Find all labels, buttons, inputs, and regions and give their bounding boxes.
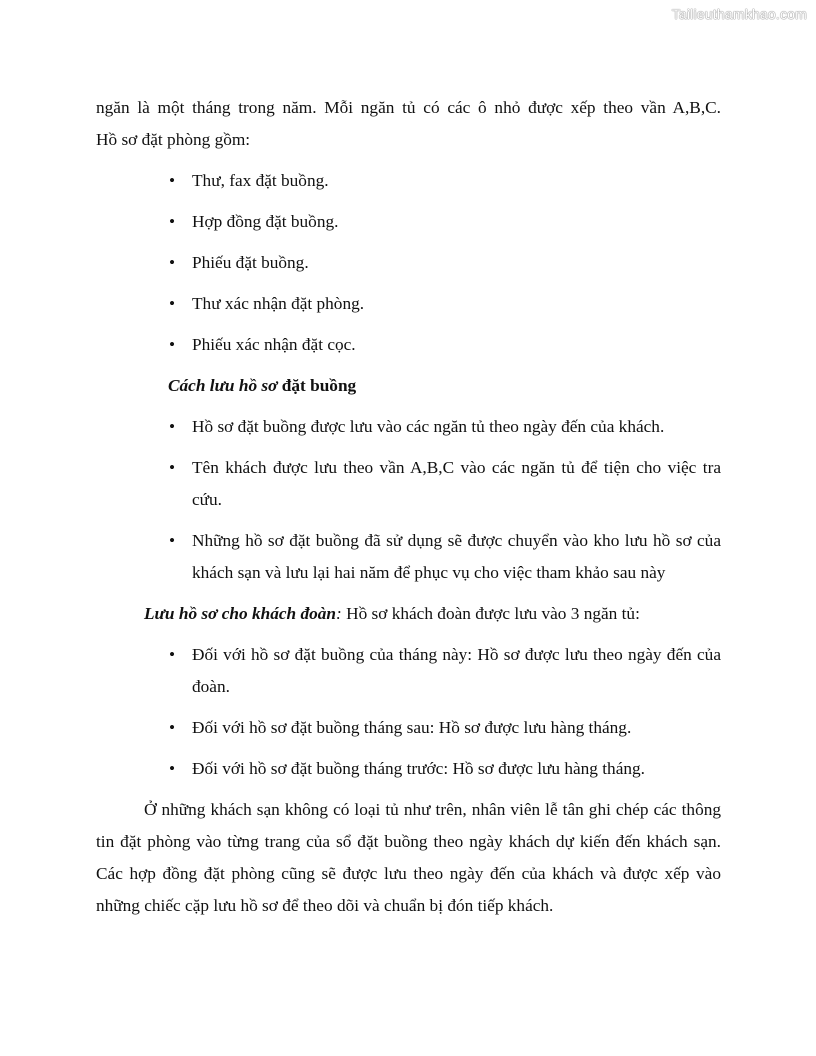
bullet-icon: • <box>169 171 176 190</box>
document-page <box>96 92 721 922</box>
list-item: • Thư, fax đặt buồng. <box>96 165 721 197</box>
watermark: Tailieuthamkhao.com <box>671 6 807 22</box>
bullet-icon: • <box>169 253 176 272</box>
group-rules-list <box>96 639 721 785</box>
list-item: • Thư xác nhận đặt phòng. <box>96 288 721 320</box>
bullet-icon: • <box>169 718 176 737</box>
storage-rules-list <box>96 411 721 589</box>
bullet-icon: • <box>169 294 176 313</box>
intro-line-1: ngăn là một tháng trong năm. Mỗi ngăn tủ có các ô nhỏ được xếp theo vần A,B,C. <box>96 98 721 117</box>
list-item: • Phiếu xác nhận đặt cọc. <box>96 329 721 361</box>
list-item: • Đối với hồ sơ đặt buồng tháng trước: Hồ sơ được lưu hàng tháng. <box>96 753 721 785</box>
list-item: • Đối với hồ sơ đặt buồng tháng sau: Hồ sơ được lưu hàng tháng. <box>96 712 721 744</box>
list-item: • Tên khách được lưu theo vần A,B,C vào các ngăn tủ để tiện cho việc tra cứu. <box>96 452 721 516</box>
list-item: • Phiếu đặt buồng. <box>96 247 721 279</box>
bullet-icon: • <box>169 458 176 477</box>
bullet-icon: • <box>169 212 176 231</box>
record-types-list <box>96 165 721 361</box>
bullet-icon: • <box>169 335 176 354</box>
list-item: • Hồ sơ đặt buồng được lưu vào các ngăn tủ theo ngày đến của khách. <box>96 411 721 443</box>
list-item: • Đối với hồ sơ đặt buồng của tháng này: Hồ sơ được lưu theo ngày đến của đoàn. <box>96 639 721 703</box>
list-item: • Hợp đồng đặt buồng. <box>96 206 721 238</box>
intro-line-2: Hồ sơ đặt phòng gồm: <box>96 130 251 149</box>
bullet-icon: • <box>169 417 176 436</box>
bullet-icon: • <box>169 759 176 778</box>
bullet-icon: • <box>169 531 176 550</box>
section-heading-group: Lưu hồ sơ cho khách đoàn: Hồ sơ khách đoàn được lưu vào 3 ngăn tủ: <box>144 604 640 623</box>
closing-paragraph: Ở những khách sạn không có loại tủ như trên, nhân viên lễ tân ghi chép các thông tin đặt phòng vào từng trang của sổ đặt buồng theo ngày khách dự kiến đến khách sạn. Các hợp đồng đặt phòng cũng sẽ được lưu theo ngày đến của khách và được xếp vào những chiếc cặp lưu hồ sơ để theo dõi và chuẩn bị đón tiếp khách. <box>96 800 721 915</box>
section-heading-storage: Cách lưu hồ sơ đặt buồng <box>168 376 357 395</box>
list-item: • Những hồ sơ đặt buồng đã sử dụng sẽ được chuyển vào kho lưu hồ sơ của khách sạn và lưu lại hai năm để phục vụ cho việc tham khảo sau này <box>96 525 721 589</box>
bullet-icon: • <box>169 645 176 664</box>
